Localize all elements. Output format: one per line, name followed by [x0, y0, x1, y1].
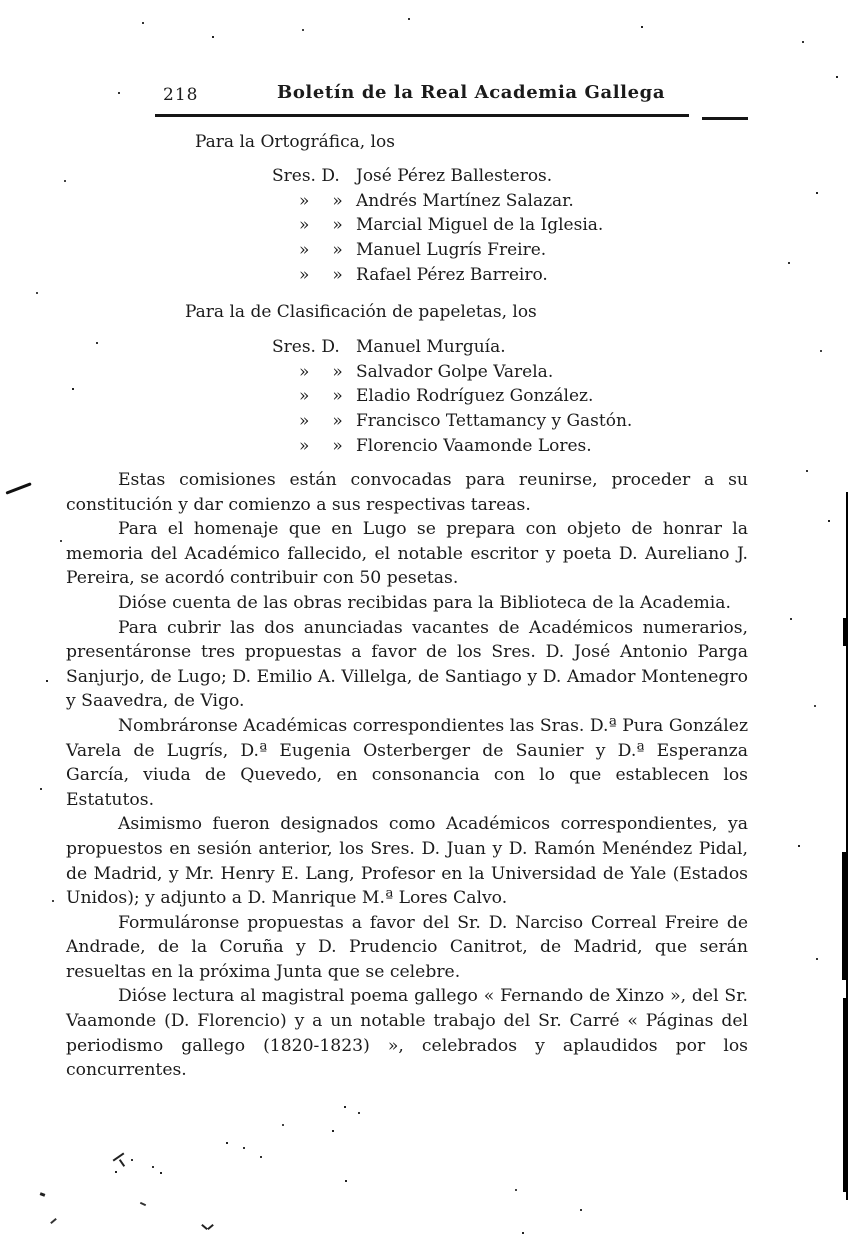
- ditto-marks: » »: [299, 386, 343, 407]
- paragraph: Estas comisiones están convocadas para reunirse, proceder a su constitución y dar comienzo a sus respectivas tareas.: [66, 470, 748, 515]
- list-item: [272, 386, 632, 411]
- paragraph: Formuláronse propuestas a favor del Sr. D. Narciso Correal Freire de Andrade, de la Coruña y D. Prudencio Canitrot, de Madrid, que serán resueltas en la próxima Junta que se celebre.: [66, 912, 748, 982]
- scan-edge-blob: [843, 618, 847, 646]
- member-name: Salvador Golpe Varela.: [356, 361, 554, 382]
- header-rule-dash: [702, 117, 748, 120]
- pencil-squiggle: [140, 1202, 146, 1206]
- member-name: Marcial Miguel de la Iglesia.: [356, 215, 604, 236]
- ditto-marks: » »: [299, 411, 343, 432]
- member-name: Andrés Martínez Salazar.: [356, 190, 574, 211]
- pencil-squiggle: [50, 1218, 57, 1224]
- pencil-squiggle: [40, 1192, 46, 1197]
- list-item: [272, 191, 603, 216]
- list-item: [272, 362, 632, 387]
- paragraph: Para el homenaje que en Lugo se prepara con objeto de honrar la memoria del Académico fallecido, el notable escritor y poeta D. Aureliano J. Pereira, se acordó contribuir con 50 pesetas.: [66, 519, 748, 589]
- pencil-squiggle: [119, 1159, 125, 1167]
- member-name: Manuel Murguía.: [356, 337, 506, 357]
- page-header-title: Boletín de la Real Academia Gallega: [277, 82, 666, 103]
- list-item: [272, 411, 632, 436]
- commission-1-member-list: [272, 166, 603, 289]
- ditto-marks: » »: [299, 435, 343, 456]
- list-item: [272, 166, 603, 191]
- ditto-marks: » »: [299, 240, 343, 261]
- paragraph: Para cubrir las dos anunciadas vacantes de Académicos numerarios, presentáronse tres propuestas a favor de los Sres. D. José Antonio Parga Sanjurjo, de Lugo; D. Emilio A. Villelga, de Santiago y D. Amador Montenegro y Saavedra, de Vigo.: [66, 617, 748, 712]
- member-name: Florencio Vaamonde Lores.: [356, 435, 592, 456]
- ditto-marks: » »: [299, 361, 343, 382]
- commission-2-intro: Para la de Clasificación de papeletas, los: [185, 302, 537, 322]
- list-item: [272, 337, 632, 362]
- list-lead: Sres. D.: [272, 166, 340, 186]
- ditto-marks: » »: [299, 215, 343, 236]
- member-name: Eladio Rodríguez González.: [356, 386, 594, 407]
- paragraph: Dióse cuenta de las obras recibidas para la Biblioteca de la Academia.: [118, 592, 732, 613]
- list-item: [272, 240, 603, 265]
- paragraph: Nombráronse Académicas correspondientes las Sras. D.ª Pura González Varela de Lugrís, D.ª Eugenia Osterberger de Saunier y D.ª Esperanza García, viuda de Quevedo, en consonancia con lo que establecen los Estatutos.: [66, 715, 748, 810]
- list-lead: Sres. D.: [272, 337, 340, 357]
- page-number: 218: [163, 85, 199, 105]
- list-item: [272, 265, 603, 290]
- paragraph: Dióse lectura al magistral poema gallego « Fernando de Xinzo », del Sr. Vaamonde (D. Florencio) y a un notable trabajo del Sr. Carré « Páginas del periodismo gallego (1820-1823) », celebrados y aplaudidos por los concurrentes.: [66, 986, 748, 1081]
- scan-edge-blob: [843, 998, 847, 1192]
- ditto-marks: » »: [299, 264, 343, 285]
- header-rule: [155, 114, 689, 117]
- member-name: Rafael Pérez Barreiro.: [356, 264, 548, 285]
- scan-edge-blob: [842, 852, 847, 980]
- commission-2-member-list: [272, 337, 632, 460]
- list-item: [272, 215, 603, 240]
- body-text: [66, 468, 748, 1083]
- commission-1-intro: Para la Ortográfica, los: [195, 132, 395, 152]
- paragraph: Asimismo fueron designados como Académicos correspondientes, ya propuestos en sesión anterior, los Sres. D. Juan y D. Ramón Menéndez Pidal, de Madrid, y Mr. Henry E. Lang, Profesor en la Universidad de Yale (Estados Unidos); y adjunto a D. Manrique M.ª Lores Calvo.: [66, 814, 748, 909]
- scan-noise-speckles: [0, 0, 2, 2]
- ditto-marks: » »: [299, 190, 343, 211]
- list-item: [272, 436, 632, 461]
- pen-stroke-mark: [5, 482, 31, 494]
- member-name: Manuel Lugrís Freire.: [356, 240, 547, 261]
- pencil-squiggle: [207, 1224, 214, 1230]
- member-name: Francisco Tettamancy y Gastón.: [356, 411, 633, 432]
- member-name: José Pérez Ballesteros.: [356, 166, 553, 186]
